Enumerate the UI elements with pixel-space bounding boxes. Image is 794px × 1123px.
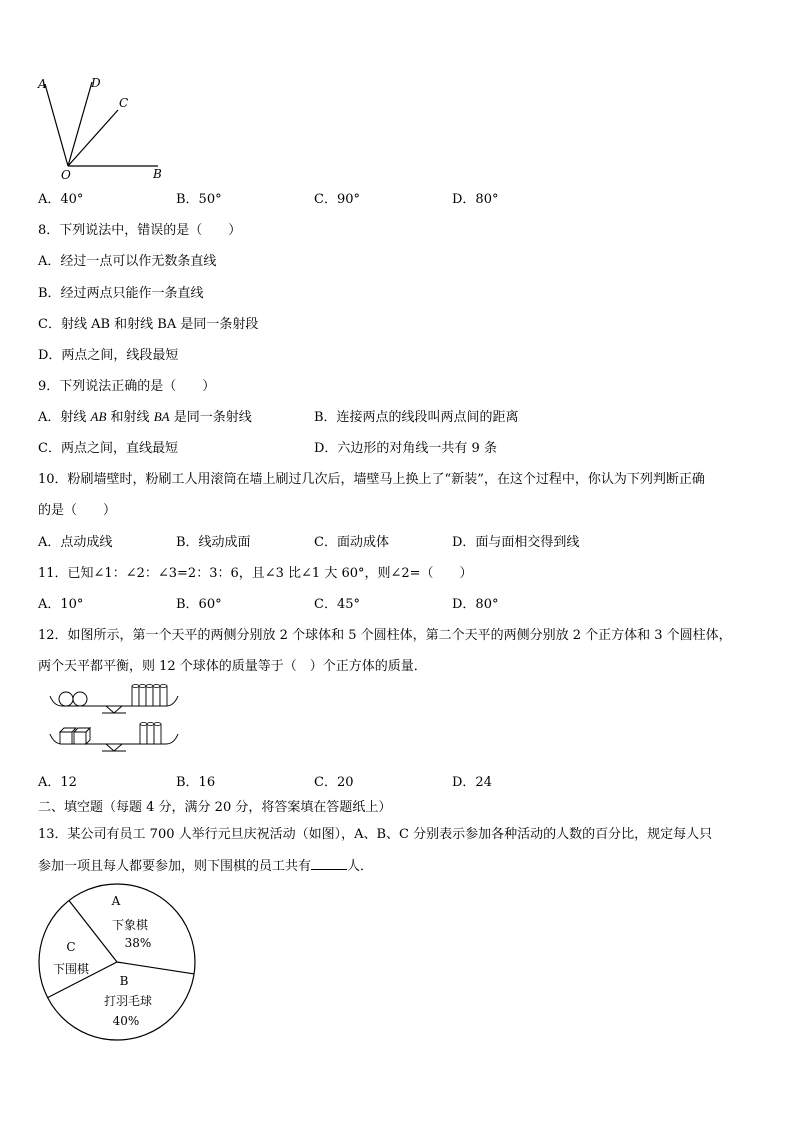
pie-chart <box>38 883 198 1043</box>
label-c: C <box>119 96 129 110</box>
q9-option-c: C．两点之间，直线最短 <box>38 441 178 456</box>
answer-blank[interactable] <box>311 857 347 870</box>
q9-a-suffix: 是同一条射线 <box>169 410 252 425</box>
section-2-heading: 二、填空题（每题 4 分，满分 20 分，将答案填在答题纸上） <box>38 800 392 815</box>
q9-a-prefix: A．射线 <box>38 410 91 425</box>
q10-option-c: C．面动成体 <box>314 535 389 550</box>
q12-stem-line2: 两个天平都平衡，则 12 个球体的质量等于（ ）个正方体的质量． <box>38 659 427 674</box>
q11-option-a: A．10° <box>38 597 84 612</box>
q8-option-b: B．经过两点只能作一条直线 <box>38 286 204 301</box>
cylinders-5 <box>132 685 167 707</box>
slice-a-name: 下象棋 <box>111 918 149 932</box>
q12-stem-line1: 12．如图所示，第一个天平的两侧分别放 2 个球体和 5 个圆柱体，第二个天平的两侧分别放 2 个正方体和 3 个圆柱体， <box>38 628 732 643</box>
ball-1 <box>59 692 73 706</box>
q7-option-c: C．90° <box>314 192 360 207</box>
q13-stem-line2 <box>38 855 373 874</box>
label-o: O <box>61 168 71 182</box>
q9-a-ray2: BA <box>153 409 170 424</box>
balance-2-fulcrum <box>106 744 122 751</box>
q8-stem: 8．下列说法中，错误的是（ ） <box>38 223 242 238</box>
slice-c-name: 下围棋 <box>52 962 90 976</box>
q9-a-ray1: AB <box>90 409 107 424</box>
q9-a-mid: 和射线 <box>106 410 154 425</box>
slice-a-divider <box>69 901 117 962</box>
q9-option-d: D．六边形的对角线一共有 9 条 <box>314 441 497 456</box>
q10-option-a: A．点动成线 <box>38 535 113 550</box>
q8-option-c: C．射线 AB 和射线 BA 是同一条射段 <box>38 317 259 332</box>
q7-option-b: B．50° <box>176 192 222 207</box>
balance-1-fulcrum <box>106 706 122 713</box>
q8-option-d: D．两点之间，线段最短 <box>38 348 179 363</box>
q13-stem-line1: 13．某公司有员工 700 人举行元旦庆祝活动（如图），A、B、C 分别表示参加各种活动的人数的百分比，规定每人只 <box>38 827 713 842</box>
slice-b-divider <box>117 962 194 974</box>
ray-oa <box>45 84 68 166</box>
q9-option-a <box>38 406 252 425</box>
balance-2-figure <box>48 722 180 758</box>
q13-stem-post: 人． <box>347 859 374 874</box>
q10-option-d: D．面与面相交得到线 <box>452 535 580 550</box>
q13-stem-pre: 参加一项且每人都要参加，则下围棋的员工共有 <box>38 859 312 874</box>
q11-option-c: C．45° <box>314 597 360 612</box>
slice-a-pct: 38% <box>124 936 152 950</box>
q10-option-b: B．线动成面 <box>176 535 251 550</box>
q12-option-d: D．24 <box>452 775 492 790</box>
angle-figure <box>30 72 170 182</box>
q9-option-b: B．连接两点的线段叫两点间的距离 <box>314 410 519 425</box>
q9-stem: 9．下列说法正确的是（ ） <box>38 379 216 394</box>
label-d: D <box>91 76 101 90</box>
q11-option-b: B．60° <box>176 597 222 612</box>
q12-option-a: A．12 <box>38 775 77 790</box>
q12-option-b: B．16 <box>176 775 216 790</box>
cubes-2 <box>60 728 90 744</box>
balance-1-figure <box>48 682 180 718</box>
q11-stem: 11．已知∠1：∠2：∠3=2：3：6，且∠3 比∠1 大 60°，则∠2=（ ） <box>38 566 473 581</box>
slice-b-pct: 40% <box>112 1014 140 1028</box>
slice-a-letter: A <box>111 894 121 908</box>
q8-option-a: A．经过一点可以作无数条直线 <box>38 254 217 269</box>
ball-2 <box>73 692 87 706</box>
label-a: A <box>38 77 47 91</box>
slice-b-name: 打羽毛球 <box>103 994 153 1008</box>
q7-option-a: A．40° <box>38 192 84 207</box>
q12-option-c: C．20 <box>314 775 354 790</box>
slice-b-letter: B <box>119 974 129 988</box>
q10-stem-line1: 10．粉刷墙壁时，粉刷工人用滚筒在墙上刷过几次后，墙壁马上换上了“新装”，在这个过程中，你认为下列判断正确 <box>38 472 705 487</box>
q10-stem-line2: 的是（ ） <box>38 503 117 518</box>
q7-option-d: D．80° <box>452 192 499 207</box>
cylinders-3 <box>140 723 161 745</box>
q11-option-d: D．80° <box>452 597 499 612</box>
label-b: B <box>153 167 162 181</box>
slice-c-letter: C <box>66 940 76 954</box>
